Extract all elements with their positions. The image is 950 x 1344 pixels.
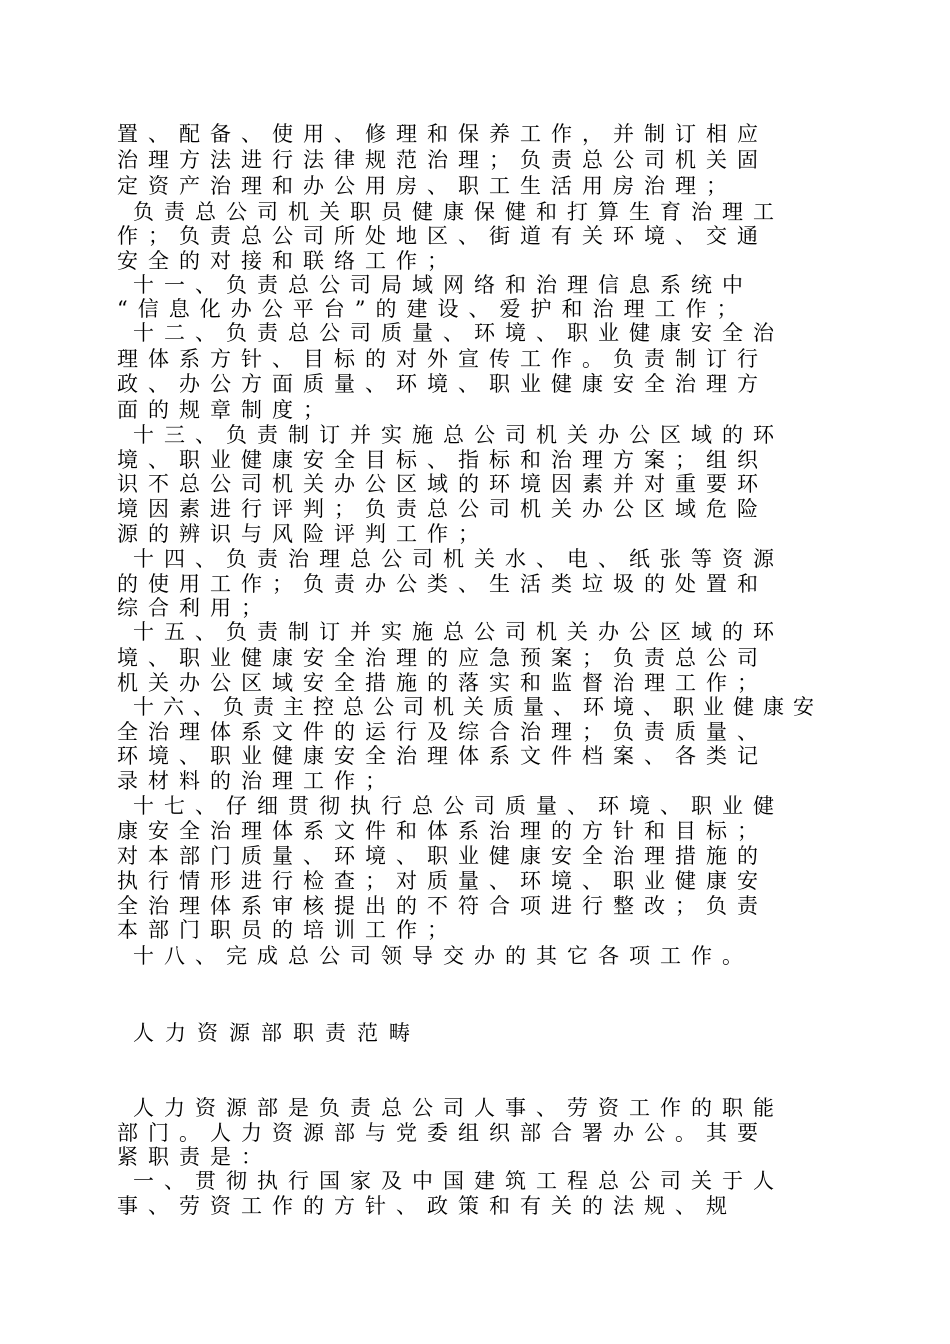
text-line: 作；负责总公司所处地区、街道有关环境、交通 [117, 224, 768, 248]
text-line: 置、配备、使用、修理和保养工作，并制订相应 [117, 122, 768, 146]
text-line: 治理方法进行法律规范治理；负责总公司机关固 [117, 148, 768, 172]
text-line: 事、劳资工作的方针、政策和有关的法规、规 [117, 1194, 737, 1218]
text-line: 录材料的治理工作； [117, 769, 396, 793]
text-line: 全治理体系审核提出的不符合项进行整改；负责 [117, 894, 768, 918]
text-line: 综合利用； [117, 596, 272, 620]
text-line: 面的规章制度； [117, 398, 334, 422]
text-line: 安全的对接和联络工作； [117, 249, 458, 273]
text-line: 康安全治理体系文件和体系治理的方针和目标； [117, 819, 768, 843]
text-line: 本部门职员的培训工作； [117, 918, 458, 942]
text-line: 环境、职业健康安全治理体系文件档案、各类记 [117, 744, 768, 768]
text-line: 一、贯彻执行国家及中国建筑工程总公司关于人 [133, 1169, 784, 1193]
text-line: 理体系方针、目标的对外宣传工作。负责制订行 [117, 347, 768, 371]
text-line: 人力资源部是负责总公司人事、劳资工作的职能 [133, 1096, 784, 1120]
text-line: 十三、负责制订并实施总公司机关办公区域的环 [133, 423, 784, 447]
text-line: 境、职业健康安全目标、指标和治理方案；组织 [117, 448, 768, 472]
text-line: 识不总公司机关办公区域的环境因素并对重要环 [117, 472, 768, 496]
text-line: 执行情形进行检查；对质量、环境、职业健康安 [117, 869, 768, 893]
text-line: 负责总公司机关职员健康保健和打算生育治理工 [133, 200, 784, 224]
text-line: 的使用工作；负责办公类、生活类垃圾的处置和 [117, 572, 768, 596]
text-line: 十二、负责总公司质量、环境、职业健康安全治 [133, 321, 784, 345]
text-line: 境因素进行评判；负责总公司机关办公区域危险 [117, 497, 768, 521]
text-line: 政、办公方面质量、环境、职业健康安全治理方 [117, 372, 768, 396]
text-line: 十七、仔细贯彻执行总公司质量、环境、职业健 [133, 794, 784, 818]
text-line: 十一、负责总公司局域网络和治理信息系统中 [133, 273, 753, 297]
text-line: 对本部门质量、环境、职业健康安全治理措施的 [117, 844, 768, 868]
text-line: 紧职责是： [117, 1145, 272, 1169]
text-line: 十八、完成总公司领导交办的其它各项工作。 [133, 944, 753, 968]
text-line: 机关办公区域安全措施的落实和监督治理工作； [117, 671, 768, 695]
text-line: 十五、负责制订并实施总公司机关办公区域的环 [133, 620, 784, 644]
text-line: 部门。人力资源部与党委组织部合署办公。其要 [117, 1121, 768, 1145]
section-title: 人力资源部职责范畴 [133, 1021, 421, 1045]
text-line: 十六、负责主控总公司机关质量、环境、职业健康安 [133, 695, 823, 719]
text-line: 十四、负责治理总公司机关水、电、纸张等资源 [133, 547, 784, 571]
text-line: 全治理体系文件的运行及综合治理；负责质量、 [117, 720, 768, 744]
text-line: 源的辨识与风险评判工作； [117, 522, 489, 546]
text-line: “信息化办公平台”的建设、爱护和治理工作； [117, 297, 748, 321]
text-line: 境、职业健康安全治理的应急预案；负责总公司 [117, 646, 768, 670]
text-line: 定资产治理和办公用房、职工生活用房治理； [117, 174, 737, 198]
